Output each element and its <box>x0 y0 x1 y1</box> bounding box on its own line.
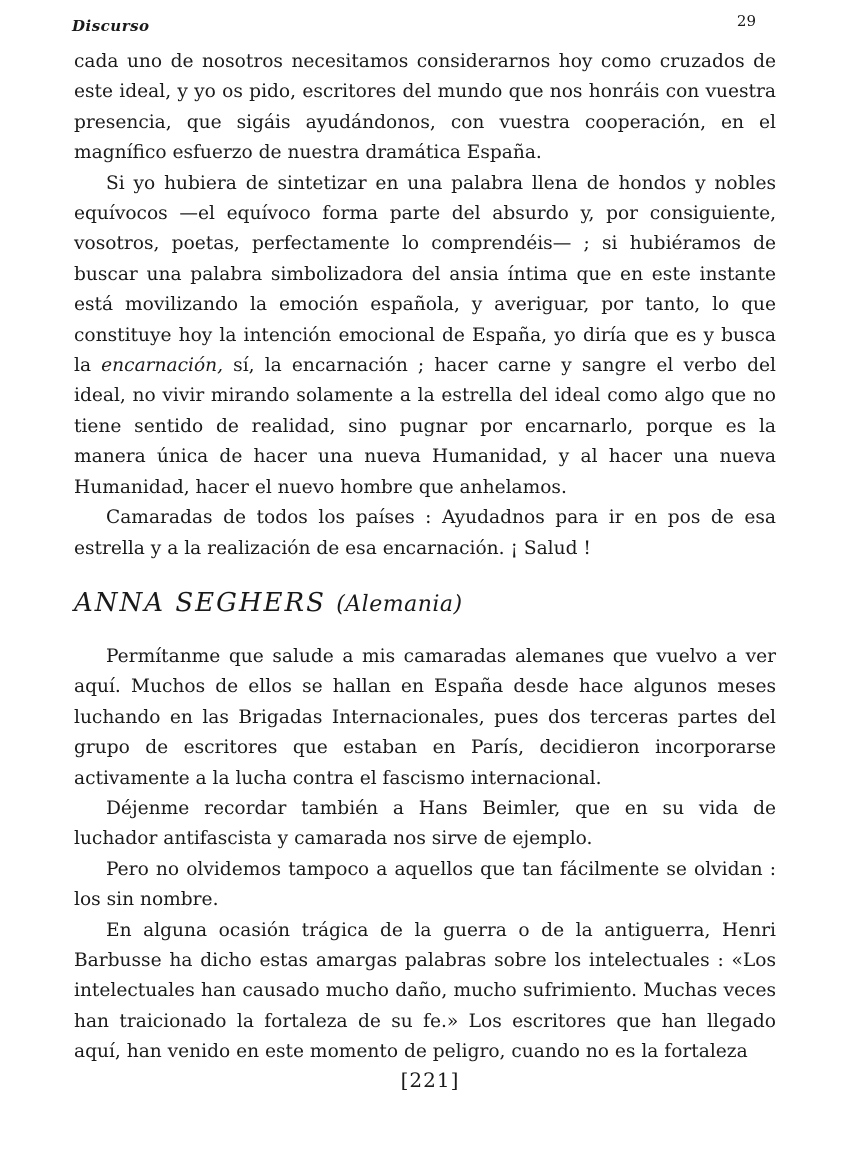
seghers-speech <box>74 642 776 1068</box>
paragraph-text: sí, la encarnación ; hacer carne y sangre el verbo del ideal, no vivir mirando solamente a la estrella del ideal como algo que no tiene sentido de realidad, sino pugnar por encarnarlo, porque es la manera única de hacer una nueva Humanidad, y al hacer una nueva Humanidad, hacer el nuevo hombre que anhelamos. <box>74 355 776 498</box>
running-title: Discurso <box>72 17 150 35</box>
emphasis-encarnacion: encarnación, <box>101 355 224 377</box>
continued-speech <box>74 47 776 564</box>
speaker-name: ANNA SEGHERS <box>74 588 326 618</box>
paragraph <box>74 169 776 503</box>
paragraph: Pero no olvidemos tampoco a aquellos que tan fácilmente se olvidan : los sin nombre. <box>74 858 776 911</box>
paragraph-text: Si yo hubiera de sintetizar en una palabra llena de hondos y nobles equívocos —el equívoco forma parte del absurdo y, por consiguiente, vosotros, poetas, perfectamente lo comprendéis— ; si hubiéramos de buscar una palabra simbolizadora del ansia íntima que en este instante está movilizando la emoción española, y averiguar, por tanto, lo que constituye hoy la intención emocional de España, yo diría que es y busca la <box>74 172 776 377</box>
speaker-country: (Alemania) <box>336 592 463 617</box>
folio-number: [221] <box>400 1068 460 1092</box>
paragraph: Permítanme que salude a mis camaradas alemanes que vuelvo a ver aquí. Muchos de ellos se hallan en España desde hace algunos meses luchando en las Brigadas Internacionales, pues dos terceras partes del grupo de escritores que estaban en París, decidieron incorporarse activamente a la lucha contra el fascismo internacional. <box>74 646 776 789</box>
paragraph: cada uno de nosotros necesitamos considerarnos hoy como cruzados de este ideal, y yo os pido, escritores del mundo que nos honráis con vuestra presencia, que sigáis ayudándonos, con vuestra cooperación, en el magnífico esfuerzo de nuestra dramática España. <box>74 51 776 164</box>
paragraph: En alguna ocasión trágica de la guerra o de la antiguerra, Henri Barbusse ha dicho estas amargas palabras sobre los intelectuales : «Los intelectuales han causado mucho daño, mucho sufrimiento. Muchas veces han traicionado la fortaleza de su fe.» Los escritores que han llegado aquí, han venido en este momento de peligro, cuando no es la fortaleza <box>74 919 776 1063</box>
page-number: 29 <box>736 12 756 30</box>
section-heading <box>74 588 463 618</box>
paragraph: Camaradas de todos los países : Ayudadnos para ir en pos de esa estrella y a la realización de esa encarnación. ¡ Salud ! <box>74 507 776 559</box>
paragraph: Déjenme recordar también a Hans Beimler, que en su vida de luchador antifascista y camarada nos sirve de ejemplo. <box>74 798 776 850</box>
